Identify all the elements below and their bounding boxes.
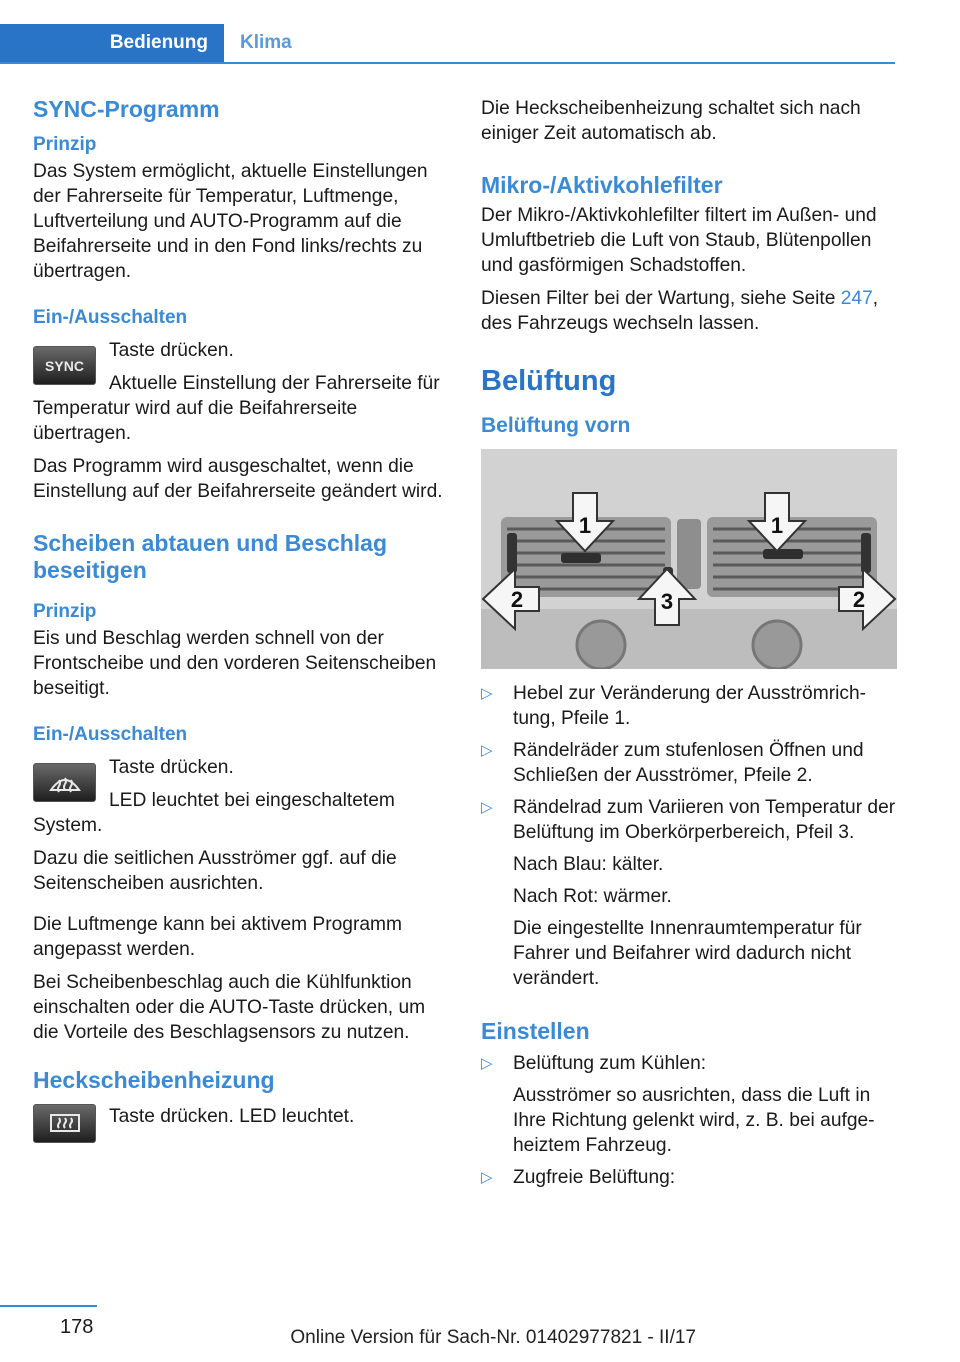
sync-text-1: Aktuelle Einstellung der Fahrerseite für Temperatur wird auf die Beifahrerseite übertragen. [33,373,440,444]
defrost-text-1: LED leuchtet bei eingeschaltetem System. [33,790,395,836]
list-item: ▷ Zugfreie Belüftung: [481,1167,676,1188]
filter-text-1: Der Mikro-/Aktivkohlefilter filtert im Außen- und Umluftbetrieb die Luft von Staub, Blütenpollen und gasförmigen Schadstoffen. [481,205,877,276]
page-link-247[interactable]: 247 [840,288,873,309]
right-column [481,96,897,1197]
vent-controls-list [481,681,897,991]
heading-defrost: Scheiben abtauen und Beschlag beseitigen [33,530,388,583]
list-subtext: Ausströmer so ausrichten, dass die Luft in Ihre Richtung gelenkt wird, z. B. bei aufgeheiztem Fahrzeug. [513,1085,875,1156]
left-column [33,96,449,1150]
heading-ein-aus-2: Ein-/Ausschalten [33,724,188,745]
sync-button-icon: SYNC [33,346,96,385]
callout-1-left: 1 [578,513,592,538]
tab-klima[interactable]: Klima [240,32,292,53]
rear-continued-text: Die Heckscheibenheizung schaltet sich nach einiger Zeit automatisch ab. [481,98,861,144]
sync-text-2: Das Programm wird ausgeschaltet, wenn die Einstellung auf der Beifahrerseite geändert wird. [33,456,443,502]
page-number-rule [0,1305,97,1307]
vents-photo [481,449,897,669]
heading-prinzip: Prinzip [33,134,97,155]
triangle-marker-icon: ▷ [481,742,493,759]
heading-prinzip-2: Prinzip [33,601,97,622]
list-subtext: Nach Rot: wärmer. [513,886,672,907]
list-item: ▷ Hebel zur Veränderung der Ausströmrichtung, Pfeile 1. [481,683,867,729]
heading-sync: SYNC-Programm [33,96,220,122]
list-item: ▷ Rändelrad zum Variieren von Temperatur der Belüftung im Oberkörperbereich, Pfeil 3. Nach Blau: kälter. Nach Rot: wärmer. Die eingestellte Innenraumtemperatur für Fahrer und Beifahrer wird dadurch nicht verändert. [481,797,896,989]
heading-filter: Mikro-/Aktivkohlefilter [481,172,723,198]
triangle-marker-icon: ▷ [481,685,493,702]
triangle-marker-icon: ▷ [481,1055,493,1072]
defrost-text-3: Die Luftmenge kann bei aktivem Programm angepasst werden. [33,914,402,960]
filter-text-2: Diesen Filter bei der Wartung, siehe Seite 247, des Fahrzeugs wechseln lassen. [481,288,879,334]
list-subtext: Nach Blau: kälter. [513,854,664,875]
rear-taste-text: Taste drücken. LED leuchtet. [109,1106,355,1127]
einstellen-list [481,1051,897,1190]
list-subtext: Die eingestellte Innenraumtemperatur für Fahrer und Beifahrer wird dadurch nicht verändert. [513,918,862,989]
callout-1-right: 1 [770,513,784,538]
list-item: ▷ Belüftung zum Kühlen: Ausströmer so ausrichten, dass die Luft in Ihre Richtung gelenkt wird, z. B. bei aufgeheiztem Fahrzeug. [481,1051,897,1158]
front-defrost-icon [33,763,96,802]
callout-3: 3 [660,589,674,614]
sync-taste-text: Taste drücken. [109,340,234,361]
defrost-text-2: Dazu die seitlichen Ausströmer ggf. auf die Seitenscheiben ausrichten. [33,848,397,894]
callout-2-right: 2 [852,587,866,612]
defrost-text-4: Bei Scheibenbeschlag auch die Kühlfunktion einschalten oder die AUTO-Taste drücken, um die Vorteile des Beschlagsensors zu nutzen. [33,972,426,1043]
page-number: 178 [60,1316,94,1338]
sync-prinzip-text: Das System ermöglicht, aktuelle Einstellungen der Fahrerseite für Temperatur, Luftmenge, Luftverteilung und AUTO-Programm auf die Beifahrerseite und in den Fond links/rechts zu übertragen. [33,161,428,282]
defrost-prinzip-text: Eis und Beschlag werden schnell von der Frontscheibe und den vorderen Seitenscheiben beseitigt. [33,628,437,699]
heading-ein-aus: Ein-/Ausschalten [33,307,188,328]
heading-belueftung-vorn: Belüftung vorn [481,414,631,437]
defrost-taste-text: Taste drücken. [109,757,234,778]
list-item: ▷ Rändelräder zum stufenlosen Öffnen und Schließen der Ausströmer, Pfeile 2. [481,740,864,786]
triangle-marker-icon: ▷ [481,799,493,816]
heading-belueftung: Belüftung [481,365,617,397]
heading-einstellen: Einstellen [481,1018,590,1044]
callout-2-left: 2 [510,587,524,612]
heading-rear-heating: Heckscheibenheizung [33,1067,275,1093]
tab-bedienung[interactable]: Bedienung [0,24,224,62]
triangle-marker-icon: ▷ [481,1169,493,1186]
rear-window-heating-icon [33,1104,96,1143]
chapter-tabbar [0,24,895,64]
online-version-footer: Online Version für Sach-Nr. 01402977821 - II/17 [290,1327,696,1348]
